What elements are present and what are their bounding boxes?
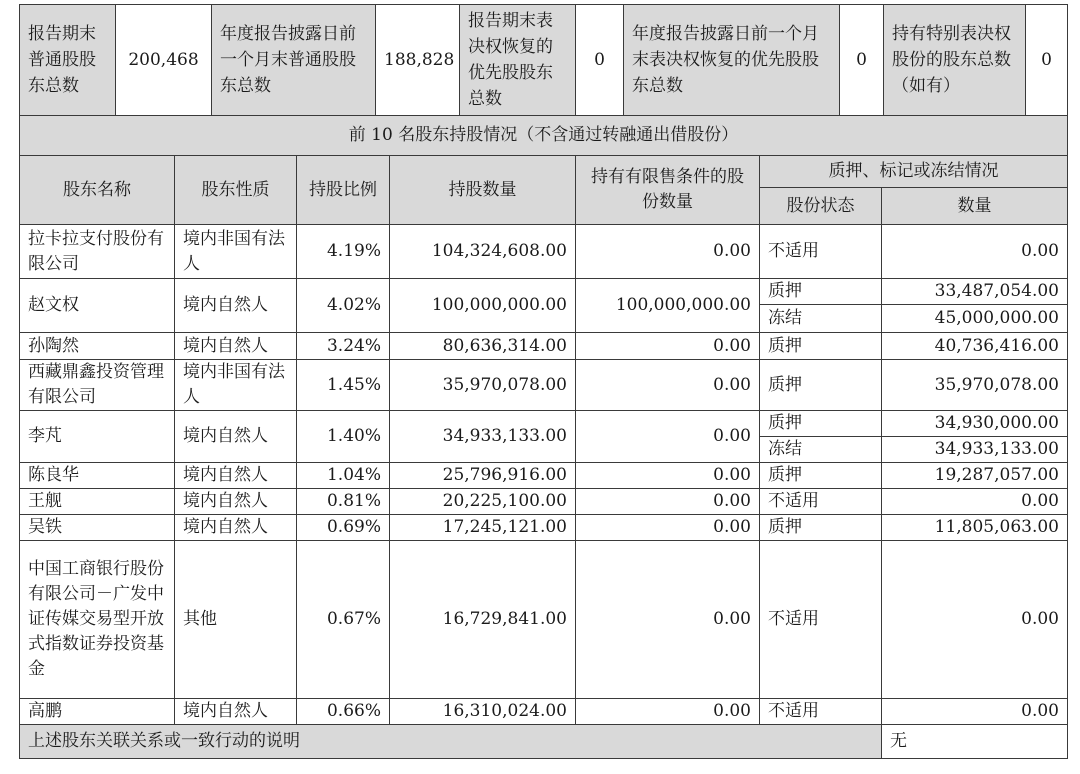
pledge-status: 不适用 (760, 541, 882, 699)
footer-label: 上述股东关联关系或一致行动的说明 (20, 725, 882, 759)
holder-name: 中国工商银行股份有限公司－广发中证传媒交易型开放式指数证券投资基金 (20, 541, 175, 699)
pledge-status: 不适用 (760, 489, 882, 515)
common-holders-label: 报告期末普通股股东总数 (20, 5, 116, 116)
holder-shares: 16,729,841.00 (390, 541, 576, 699)
pledge-quantity: 0.00 (882, 541, 1068, 699)
holder-restricted: 0.00 (576, 463, 760, 489)
holder-restricted: 100,000,000.00 (576, 279, 760, 333)
header-shares: 持股数量 (390, 156, 576, 225)
holder-name: 孙陶然 (20, 333, 175, 360)
table-row (20, 411, 1068, 437)
holder-ratio: 1.40% (297, 411, 390, 463)
holder-ratio: 4.02% (297, 279, 390, 333)
holder-restricted: 0.00 (576, 225, 760, 279)
holder-nature: 境内非国有法人 (175, 360, 297, 411)
holders-table (19, 155, 1068, 759)
holder-restricted: 0.00 (576, 699, 760, 725)
holder-nature: 境内非国有法人 (175, 225, 297, 279)
prior-month-common-label: 年度报告披露日前一个月末普通股股东总数 (212, 5, 376, 116)
table-row (20, 225, 1068, 279)
table-row (20, 489, 1068, 515)
table-row (20, 541, 1068, 699)
pledge-status: 质押 (760, 333, 882, 360)
holder-name: 李芃 (20, 411, 175, 463)
special-voting-value: 0 (1026, 5, 1068, 116)
holder-ratio: 0.67% (297, 541, 390, 699)
holder-nature: 境内自然人 (175, 411, 297, 463)
pledge-status: 质押 (760, 360, 882, 411)
pledge-quantity: 11,805,063.00 (882, 515, 1068, 541)
common-holders-value: 200,468 (116, 5, 212, 116)
holder-shares: 25,796,916.00 (390, 463, 576, 489)
holder-nature: 境内自然人 (175, 699, 297, 725)
holder-shares: 100,000,000.00 (390, 279, 576, 333)
holder-name: 陈良华 (20, 463, 175, 489)
prior-month-pref-label: 年度报告披露日前一个月末表决权恢复的优先股股东总数 (624, 5, 840, 116)
holder-restricted: 0.00 (576, 489, 760, 515)
holder-nature: 境内自然人 (175, 489, 297, 515)
summary-table (19, 4, 1068, 156)
holder-name: 拉卡拉支付股份有限公司 (20, 225, 175, 279)
pledge-quantity: 45,000,000.00 (882, 305, 1068, 333)
holder-ratio: 4.19% (297, 225, 390, 279)
holder-ratio: 0.66% (297, 699, 390, 725)
prior-month-pref-value: 0 (840, 5, 884, 116)
holder-name: 西藏鼎鑫投资管理有限公司 (20, 360, 175, 411)
pledge-quantity: 34,933,133.00 (882, 437, 1068, 463)
holder-ratio: 1.04% (297, 463, 390, 489)
holder-restricted: 0.00 (576, 360, 760, 411)
header-nature: 股东性质 (175, 156, 297, 225)
table-row (20, 515, 1068, 541)
holder-shares: 34,933,133.00 (390, 411, 576, 463)
pledge-quantity: 33,487,054.00 (882, 279, 1068, 305)
holder-restricted: 0.00 (576, 515, 760, 541)
header-pledge-group: 质押、标记或冻结情况 (760, 156, 1068, 188)
pledge-quantity: 34,930,000.00 (882, 411, 1068, 437)
holder-shares: 104,324,608.00 (390, 225, 576, 279)
pref-restored-value: 0 (576, 5, 624, 116)
table-row (20, 360, 1068, 411)
header-name: 股东名称 (20, 156, 175, 225)
holder-name: 高鹏 (20, 699, 175, 725)
table-row (20, 279, 1068, 305)
holder-ratio: 0.81% (297, 489, 390, 515)
holder-name: 赵文权 (20, 279, 175, 333)
footer-value: 无 (882, 725, 1068, 759)
holder-nature: 境内自然人 (175, 333, 297, 360)
pledge-status: 不适用 (760, 225, 882, 279)
holder-ratio: 0.69% (297, 515, 390, 541)
holder-restricted: 0.00 (576, 333, 760, 360)
holder-name: 吴铁 (20, 515, 175, 541)
holder-shares: 35,970,078.00 (390, 360, 576, 411)
pledge-status: 质押 (760, 411, 882, 437)
pref-restored-label: 报告期末表决权恢复的优先股股东总数 (460, 5, 576, 116)
holder-rows (20, 225, 1068, 725)
pledge-status: 不适用 (760, 699, 882, 725)
pledge-status: 质押 (760, 279, 882, 305)
holder-restricted: 0.00 (576, 541, 760, 699)
holder-restricted: 0.00 (576, 411, 760, 463)
header-status: 股份状态 (760, 188, 882, 225)
pledge-quantity: 19,287,057.00 (882, 463, 1068, 489)
holder-nature: 境内自然人 (175, 463, 297, 489)
holder-ratio: 1.45% (297, 360, 390, 411)
pledge-status: 质押 (760, 463, 882, 489)
pledge-quantity: 40,736,416.00 (882, 333, 1068, 360)
holder-shares: 17,245,121.00 (390, 515, 576, 541)
section-title: 前 10 名股东持股情况（不含通过转融通出借股份） (20, 116, 1068, 156)
holder-shares: 20,225,100.00 (390, 489, 576, 515)
shareholder-report-page (19, 4, 1067, 759)
pledge-quantity: 0.00 (882, 489, 1068, 515)
table-row (20, 333, 1068, 360)
header-ratio: 持股比例 (297, 156, 390, 225)
pledge-quantity: 0.00 (882, 225, 1068, 279)
holder-shares: 16,310,024.00 (390, 699, 576, 725)
pledge-quantity: 0.00 (882, 699, 1068, 725)
pledge-status: 冻结 (760, 305, 882, 333)
holder-nature: 其他 (175, 541, 297, 699)
holder-ratio: 3.24% (297, 333, 390, 360)
pledge-status: 质押 (760, 515, 882, 541)
pledge-quantity: 35,970,078.00 (882, 360, 1068, 411)
special-voting-label: 持有特别表决权股份的股东总数（如有） (884, 5, 1026, 116)
prior-month-common-value: 188,828 (376, 5, 460, 116)
holder-nature: 境内自然人 (175, 279, 297, 333)
pledge-status: 冻结 (760, 437, 882, 463)
header-restricted: 持有有限售条件的股份数量 (576, 156, 760, 225)
table-row (20, 699, 1068, 725)
holder-shares: 80,636,314.00 (390, 333, 576, 360)
holder-name: 王舰 (20, 489, 175, 515)
table-row (20, 463, 1068, 489)
header-quantity: 数量 (882, 188, 1068, 225)
holder-nature: 境内自然人 (175, 515, 297, 541)
